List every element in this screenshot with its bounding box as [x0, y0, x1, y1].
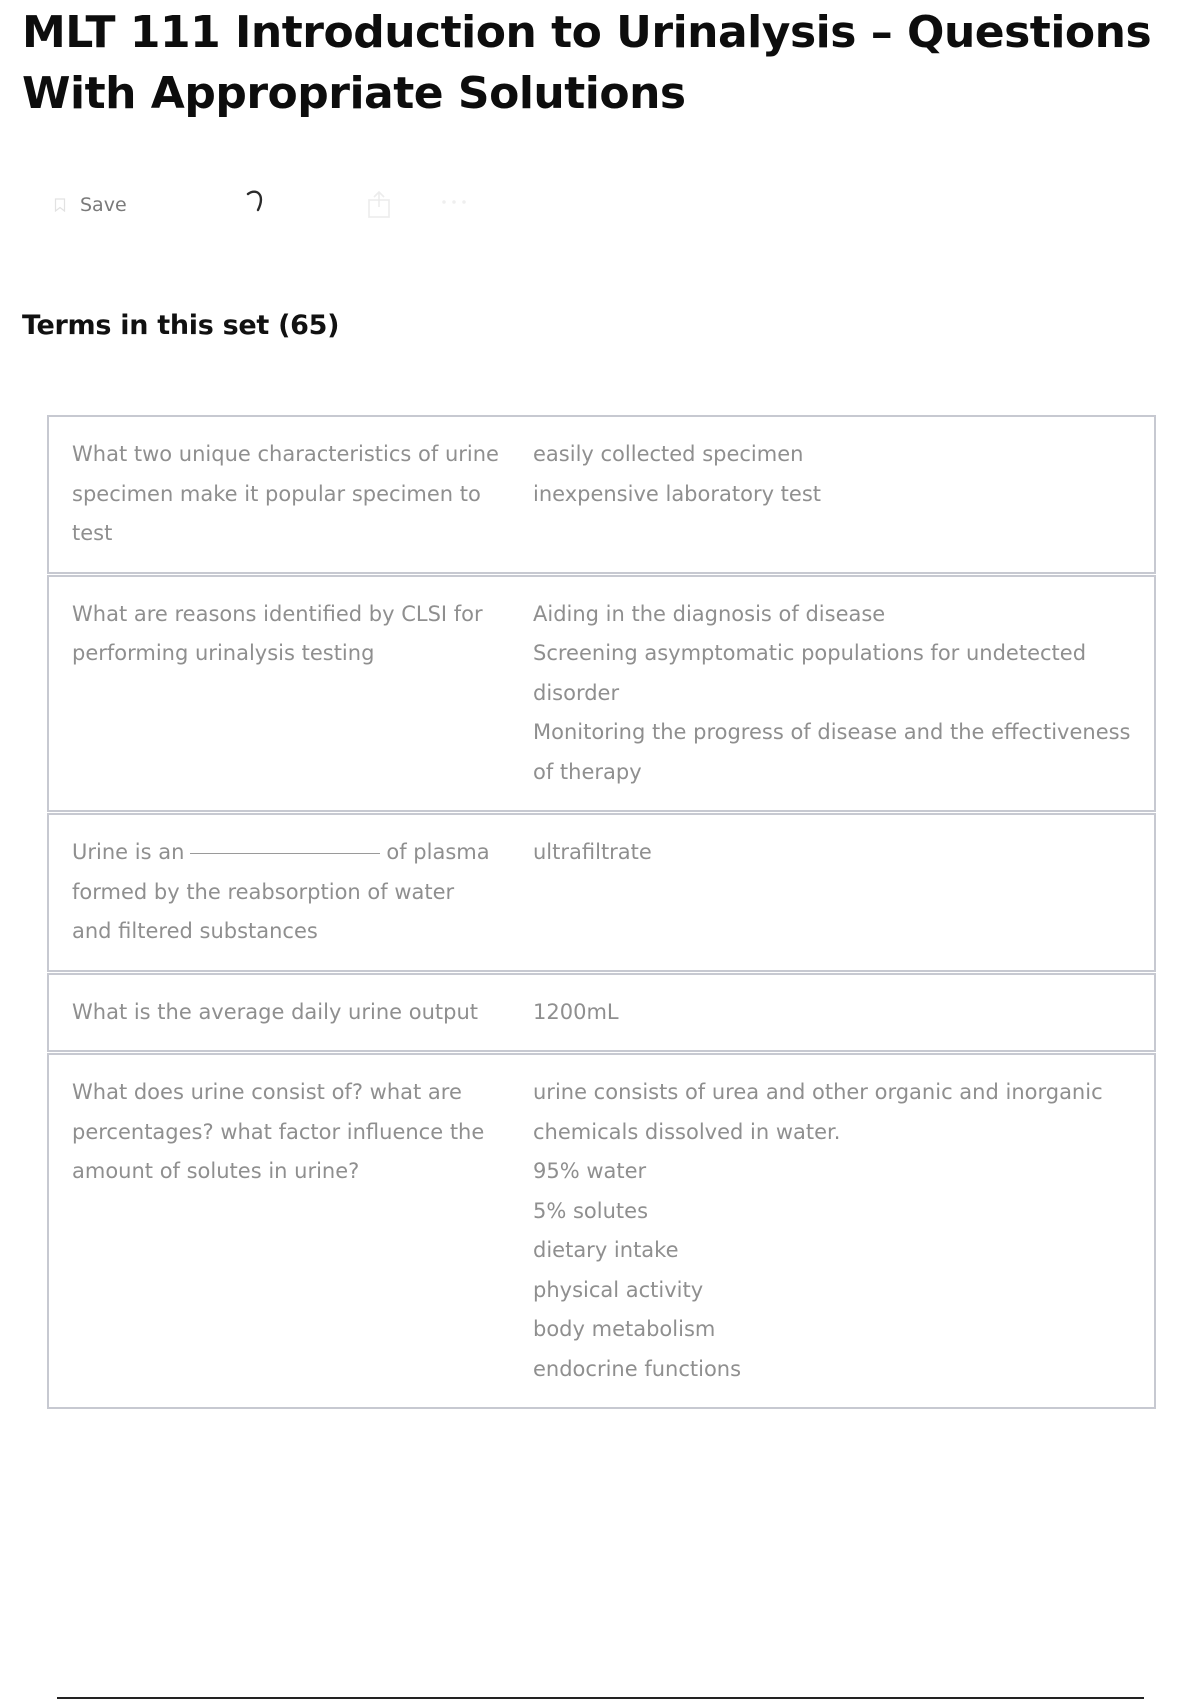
term-card: [47, 1053, 1156, 1409]
page-title: MLT 111 Introduction to Urinalysis – Questions With Appropriate Solutions: [22, 7, 1152, 119]
terms-heading: Terms in this set (65): [22, 310, 340, 341]
term-text-before-blank: Urine is an: [72, 840, 185, 864]
definition-line: dietary intake: [533, 1238, 679, 1262]
footer-divider: [57, 1697, 1144, 1699]
definition-line: ultrafiltrate: [533, 840, 652, 864]
definition-line: easily collected specimen: [533, 442, 804, 466]
term-card: [47, 973, 1156, 1053]
term-card: [47, 415, 1156, 574]
term-text: What does urine consist of? what are percentages? what factor influence the amount of solutes in urine?: [72, 1080, 485, 1183]
definition-line: inexpensive laboratory test: [533, 481, 822, 506]
bookmark-icon: [54, 198, 66, 212]
fill-in-blank: [190, 853, 380, 854]
term-text: What are reasons identified by CLSI for performing urinalysis testing: [72, 601, 483, 665]
term-text: What is the average daily urine output: [72, 999, 479, 1024]
save-label: Save: [80, 194, 127, 216]
term-card: [47, 813, 1156, 972]
term-text: [49, 833, 521, 952]
definition-text: [521, 993, 1154, 1033]
share-icon[interactable]: [366, 189, 392, 219]
definition-text: [521, 1073, 1154, 1389]
loading-spinner-icon: [244, 188, 268, 218]
definition-line: urine consists of urea and other organic and inorganic chemicals dissolved in water.: [533, 1080, 1103, 1144]
definition-line: body metabolism: [533, 1317, 716, 1341]
definition-line: 95% water: [533, 1159, 647, 1183]
definition-text: [521, 595, 1154, 793]
definition-text: [521, 833, 1154, 952]
definition-line: physical activity: [533, 1277, 704, 1302]
definition-line: 5% solutes: [533, 1198, 649, 1223]
more-options-icon[interactable]: [436, 190, 472, 214]
term-card: [47, 575, 1156, 813]
definition-line: endocrine functions: [533, 1356, 742, 1381]
definition-line: Aiding in the diagnosis of disease: [533, 601, 886, 626]
set-toolbar: [54, 188, 494, 228]
definition-line: 1200mL: [533, 999, 619, 1024]
definition-text: [521, 435, 1154, 554]
save-button[interactable]: [54, 194, 127, 216]
definition-line: Screening asymptomatic populations for undetected disorder: [533, 641, 1087, 705]
definition-line: Monitoring the progress of disease and the effectiveness of therapy: [533, 720, 1131, 784]
terms-list: [47, 415, 1156, 1410]
term-text: What two unique characteristics of urine specimen make it popular specimen to test: [72, 442, 499, 545]
term-text-after-blank: of plasma formed by the reabsorption of water and filtered substances: [72, 840, 490, 943]
